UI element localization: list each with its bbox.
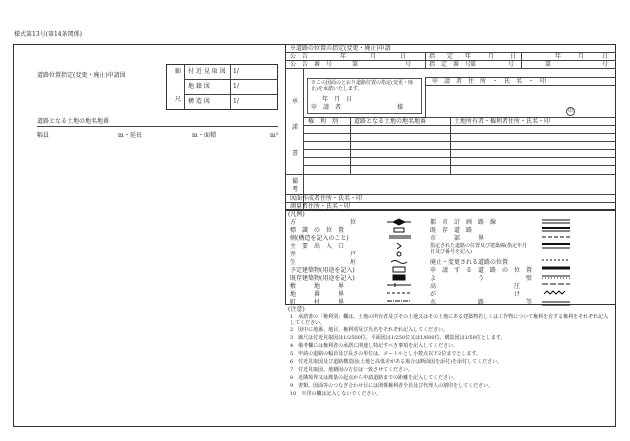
legend-item: 方 位 (290, 219, 357, 226)
scale-side-label-1: 縮 (175, 68, 182, 75)
applicant-label: 申 請 者 (311, 104, 342, 111)
legend-item: 既 存 道 路 (430, 227, 473, 234)
legend-symbols-left (385, 218, 420, 308)
table-row[interactable] (303, 165, 616, 166)
applicant-header: 申 請 者 住 所 ・ 氏 名 ・ 印 (432, 78, 547, 85)
form-number: 様式第13号(第14条関係) (14, 31, 82, 38)
rights-header-owner: 土地所有者・権利者住所・氏名・印 (454, 118, 551, 125)
table-row[interactable] (303, 133, 616, 134)
applicant-honorific: 様 (397, 104, 404, 111)
rights-header-type: 権 利 別 (308, 118, 339, 125)
notice-number-label: 公 告 番 号 (290, 61, 333, 68)
legend-item: 市 部 界 (430, 235, 485, 242)
note-item: 10 ※印の欄は記入しないでください。 (290, 391, 382, 397)
scale-row-label: 付 近 見 取 図 (188, 68, 226, 75)
designation-number-suffix: 号 (508, 61, 515, 68)
consent-statement: ※この図面のとおり道路位置の指定(変更・廃止)を承諾いたします。 (311, 80, 413, 92)
legend-item: よ う 壁 (430, 275, 533, 282)
note-item: 4 備考欄には権利者の承諾に関連し特記すべき事項を記入してください。 (290, 343, 459, 349)
designation2-number-prefix: 第 (545, 61, 552, 68)
designation-label: 指 定 (429, 53, 454, 60)
note-item: 5 申請の道路の幅員及び長さの単位は、メートルとし小数点以下2位までとします。 (290, 351, 481, 357)
notice-number-suffix: 号 (405, 61, 412, 68)
drafter-label: 図面作成者住所・氏名・印 (290, 195, 363, 202)
legend-item: 申 請 す る 道 路 の 位 置 (430, 267, 533, 274)
notes-title: (注意) (288, 306, 305, 313)
width-unit: m (118, 132, 124, 139)
note-item: 6 付近見取図及び道路構造図(土地と高低差がある場合は断面図を添付)を添付してください。 (290, 359, 503, 365)
legend-item: 水 路 等 (430, 299, 533, 306)
consent-side-label-2: 諾 (292, 124, 299, 131)
legend-item: 側(構造を記入のこと) (290, 235, 349, 242)
consent-side-label-1: 承 (292, 98, 299, 105)
legend-title: (凡例) (288, 211, 305, 218)
designation-year: 年 (465, 53, 472, 60)
legend-item: 井 戸 (290, 251, 357, 258)
legend-item: 標 識 の 位 置 (290, 227, 345, 234)
note-item: 7 付近見取図、地籍図の方位は一致させてください。 (290, 367, 414, 373)
designation2-day: 日 (602, 53, 609, 60)
form-title: 道路位置指定(変更・廃止)申請図 (37, 72, 126, 79)
scale-side-label-2: 尺 (175, 96, 182, 103)
location-underline (37, 126, 278, 127)
note-item: 9 書類、図面等のつなぎ合わせ目には関係権利者全員及び代理人の割印をしてください。 (290, 383, 494, 389)
legend-item: 地 番 界 (290, 291, 345, 298)
location-label: 道路となる土地の地名地番 (37, 118, 110, 125)
designation-number-label: 指 定 番 号 (429, 61, 472, 68)
surveyor-label: 測量者住所・氏名・印 (290, 203, 351, 210)
legend-item: 指定された道路の位置及び建築線(指定年月日及び番号を記入) (430, 243, 527, 255)
designation-month: 月 (488, 53, 495, 60)
notice-label: 公 告 (290, 53, 309, 60)
legend-item: 敷 地 界 (290, 283, 345, 290)
note-item: 2 図中に地番、地目、権利別及び氏名をそれぞれ記入してください。 (290, 327, 449, 333)
note-item: 1 承諾書の「権利別」欄は、土地の所有者及びその土地又はその土地にある建築物若しくは工作物について権利を有する権利をそれぞれ記入してください。 (290, 314, 609, 326)
remarks-label-1: 備 (292, 178, 299, 185)
notice-header: ※道路の位置の指定(変更・廃止)申請 (290, 45, 391, 52)
note-item: 3 縮尺は付近見取図は1/2500位、平面図は1/250位又は1/600位、構造図は1/50位とします。 (290, 335, 506, 341)
scale-row-value[interactable]: 1/ (233, 68, 239, 75)
notice-day: 日 (400, 53, 407, 60)
seal-circle: 印 (567, 108, 573, 114)
legend-item: が け (430, 291, 521, 298)
remarks-label-2: 考 (292, 186, 299, 193)
table-row[interactable] (303, 149, 616, 150)
scale-row-value[interactable]: 1/ (233, 83, 239, 90)
scale-row-label: 地 籍 図 (188, 83, 210, 90)
legend-item: 生 垣 (290, 259, 357, 266)
designation-day: 日 (510, 53, 517, 60)
legend-item: 主 要 出 入 口 (290, 243, 345, 250)
legend-symbols-right (540, 218, 580, 308)
notice-month: 月 (370, 53, 377, 60)
rights-header-parcel: 道路となる土地の地名地番 (354, 118, 427, 125)
legend-item: 既存建築物(用途を記入) (290, 275, 355, 282)
notice-year: 年 (340, 53, 347, 60)
length-label: ・延長 (124, 132, 143, 139)
legend-item: 町 村 界 (290, 299, 345, 306)
scale-row-label: 構 造 図 (188, 98, 210, 105)
legend-item: 都 市 計 画 路 線 (430, 219, 497, 226)
table-row[interactable] (303, 141, 616, 142)
designation2-year: 年 (555, 53, 562, 60)
consent-side-label-3: 書 (292, 150, 299, 157)
legend-item: 高 圧 (430, 283, 521, 290)
table-row[interactable] (303, 157, 616, 158)
width-label: 幅員 (37, 132, 50, 139)
scale-row-value[interactable]: 1/ (233, 98, 239, 105)
designation-number-prefix: 第 (470, 61, 477, 68)
length-unit: m (192, 132, 198, 139)
notice-number-prefix: 第 (352, 61, 359, 68)
legend-item: 予定建築物(用途を記入) (290, 267, 355, 274)
area-label: ・面積 (198, 132, 217, 139)
note-item: 8 近隣境界又は測量の起点から申請道路までの距離を記入してください。 (290, 375, 459, 381)
designation2-number-suffix: 号 (602, 61, 609, 68)
designation2-month: 月 (578, 53, 585, 60)
consent-date: 年 月 日 (322, 96, 353, 103)
legend-item: 廃止・変更される道路の位置 (430, 259, 509, 266)
area-unit: m² (270, 132, 279, 139)
